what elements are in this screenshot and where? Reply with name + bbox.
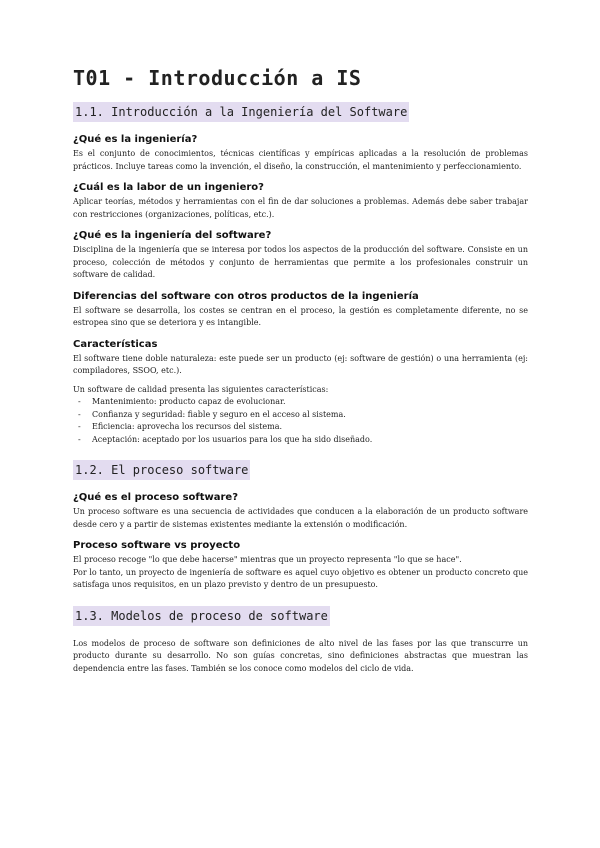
subsection-title: Proceso software vs proyecto (73, 540, 241, 551)
paragraph: Por lo tanto, un proyecto de ingeniería de software es aquel cuyo objetivo es obtener un producto concreto que satisfaga unos requisitos, en un plazo previsto y dentro de un presupuesto. (73, 567, 528, 589)
subsection-que-es-ingenieria-software (73, 230, 528, 282)
subsection-title: Características (73, 338, 158, 350)
document-page (73, 66, 528, 689)
subsection-title: ¿Qué es la ingeniería del software? (73, 230, 272, 241)
subsection-labor-ingeniero (73, 182, 528, 221)
subsection-title: ¿Qué es la ingeniería? (73, 134, 198, 145)
section-heading: 1.1. Introducción a la Ingeniería del Software (73, 102, 409, 122)
section-intro-ingenieria-software (73, 102, 528, 446)
paragraph: Un software de calidad presenta las siguientes características: (73, 384, 329, 394)
paragraph: Disciplina de la ingeniería que se interesa por todos los aspectos de la producción del software. Consiste en un proceso, colección de métodos y conjunto de herramientas que permite a los profesionales construir un software de calidad. (73, 245, 528, 279)
subsection-que-es-proceso (73, 492, 528, 531)
subsection-proceso-vs-proyecto (73, 540, 528, 592)
list-item: - Mantenimiento: producto capaz de evolucionar. (73, 396, 528, 409)
subsection-title: ¿Qué es el proceso software? (73, 492, 239, 503)
paragraph: Los modelos de proceso de software son definiciones de alto nivel de las fases por las que transcurre un producto durante su desarrollo. No son guías concretas, sino definiciones abstractas que muestran las dependencia entre las fases. También se los conoce como modelos del ciclo de vida. (73, 638, 528, 673)
subsection-que-es-ingenieria (73, 134, 528, 173)
paragraph: Es el conjunto de conocimientos, técnicas científicas y empíricas aplicadas a la resolución de problemas prácticos. Incluye tareas como la invención, el diseño, la construcción, el mantenimiento y perfeccionamiento. (73, 149, 528, 171)
paragraph: El proceso recoge "lo que debe hacerse" mientras que un proyecto representa "lo que se hace". (73, 555, 462, 564)
page-title: T01 - Introducción a IS (73, 66, 362, 90)
characteristics-list (73, 396, 528, 446)
paragraph: El software tiene doble naturaleza: este puede ser un producto (ej: software de gestión) o una herramienta (ej: compiladores, SSOO, etc.). (73, 353, 528, 375)
paragraph: Un proceso software es una secuencia de actividades que conducen a la elaboración de un producto software desde cero y a partir de sistemas existentes mediante la extensión o modificación. (73, 507, 528, 529)
section-proceso-software (73, 460, 528, 592)
section-heading: 1.2. El proceso software (73, 460, 250, 480)
subsection-caracteristicas (73, 339, 528, 447)
subsection-title: ¿Cuál es la labor de un ingeniero? (73, 182, 264, 193)
list-item: - Eficiencia: aprovecha los recursos del sistema. (73, 421, 528, 434)
paragraph: El software se desarrolla, los costes se centran en el proceso, la gestión es completamente diferente, no se estropea sino que se deteriora y es intangible. (73, 305, 528, 327)
list-item: - Confianza y seguridad: fiable y seguro en el acceso al sistema. (73, 409, 528, 422)
section-modelos-proceso (73, 606, 528, 676)
subsection-title: Diferencias del software con otros productos de la ingeniería (73, 290, 419, 302)
list-item: - Aceptación: aceptado por los usuarios para los que ha sido diseñado. (73, 434, 528, 447)
subsection-diferencias-software (73, 291, 528, 330)
section-heading: 1.3. Modelos de proceso de software (73, 606, 330, 626)
paragraph: Aplicar teorías, métodos y herramientas con el fin de dar soluciones a problemas. Además debe saber trabajar con restricciones (organizaciones, políticas, etc.). (73, 197, 528, 219)
